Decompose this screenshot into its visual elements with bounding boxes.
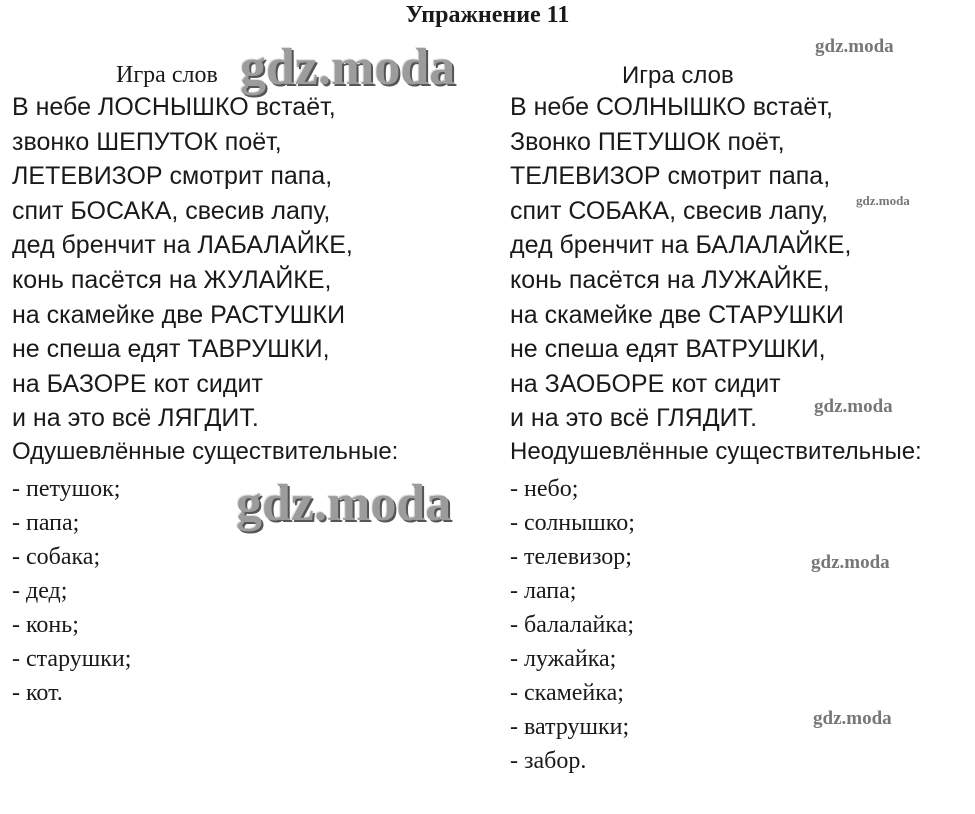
poem-line: не спеша едят ТАВРУШКИ, bbox=[12, 335, 330, 364]
left-heading: Игра слов bbox=[116, 62, 218, 88]
right-heading: Игра слов bbox=[622, 62, 734, 89]
exercise-title: Упражнение 11 bbox=[405, 2, 570, 28]
poem-line: не спеша едят ВАТРУШКИ, bbox=[510, 335, 826, 364]
list-item: - солнышко; bbox=[510, 510, 635, 536]
poem-line: Звонко ПЕТУШОК поёт, bbox=[510, 127, 785, 156]
list-item: - петушок; bbox=[12, 476, 121, 502]
poem-line: дед бренчит на БАЛАЛАЙКЕ, bbox=[510, 231, 852, 260]
poem-line: на скамейке две РАСТУШКИ bbox=[12, 300, 346, 329]
list-item: - небо; bbox=[510, 476, 579, 502]
list-item: - старушки; bbox=[12, 646, 132, 672]
poem-line: на БАЗОРЕ кот сидит bbox=[12, 369, 263, 398]
poem-line: и на это всё ГЛЯДИТ. bbox=[510, 404, 758, 433]
poem-line: В небе ЛОСНЫШКО встаёт, bbox=[12, 93, 336, 121]
poem-line: конь пасётся на ЖУЛАЙКЕ, bbox=[12, 265, 332, 294]
list-item: - папа; bbox=[12, 510, 80, 536]
animate-nouns-list bbox=[12, 472, 131, 710]
left-poem bbox=[12, 90, 353, 436]
right-list-heading: Неодушевлённые существительные: bbox=[510, 438, 922, 465]
poem-line: конь пасётся на ЛУЖАЙКЕ, bbox=[510, 265, 830, 294]
poem-line: на скамейке две СТАРУШКИ bbox=[510, 300, 844, 329]
right-poem bbox=[510, 90, 851, 436]
poem-line: звонко ШЕПУТОК поёт, bbox=[12, 127, 282, 156]
list-item: - балалайка; bbox=[510, 612, 634, 638]
watermark: gdz.moda bbox=[236, 475, 452, 532]
list-item: - ватрушки; bbox=[510, 714, 630, 740]
watermark: gdz.moda bbox=[856, 193, 910, 208]
poem-line: ЛЕТЕВИЗОР смотрит папа, bbox=[12, 162, 333, 191]
list-item: - кот. bbox=[12, 680, 63, 706]
poem-line: на ЗАОБОРЕ кот сидит bbox=[510, 369, 781, 398]
left-list-heading: Одушевлённые существительные: bbox=[12, 438, 399, 465]
inanimate-nouns-list bbox=[510, 472, 635, 778]
list-item: - телевизор; bbox=[510, 544, 632, 570]
list-item: - конь; bbox=[12, 612, 79, 638]
list-item: - лапа; bbox=[510, 578, 577, 604]
watermark: gdz.moda bbox=[811, 552, 890, 573]
poem-line: ТЕЛЕВИЗОР смотрит папа, bbox=[510, 162, 831, 191]
list-item: - дед; bbox=[12, 578, 68, 604]
poem-line: В небе СОЛНЫШКО встаёт, bbox=[510, 93, 833, 121]
list-item: - скамейка; bbox=[510, 680, 624, 706]
list-item: - лужайка; bbox=[510, 646, 617, 672]
poem-line: спит СОБАКА, свесив лапу, bbox=[510, 196, 829, 225]
list-item: - забор. bbox=[510, 748, 587, 774]
poem-line: спит БОСАКА, свесив лапу, bbox=[12, 196, 331, 225]
watermark: gdz.moda bbox=[814, 396, 893, 417]
list-item: - собака; bbox=[12, 544, 101, 570]
watermark: gdz.moda bbox=[815, 36, 894, 57]
poem-line: и на это всё ЛЯГДИТ. bbox=[12, 404, 259, 433]
watermark: gdz.moda bbox=[813, 708, 892, 729]
poem-line: дед бренчит на ЛАБАЛАЙКЕ, bbox=[12, 231, 353, 260]
watermark: gdz.moda bbox=[240, 39, 456, 96]
